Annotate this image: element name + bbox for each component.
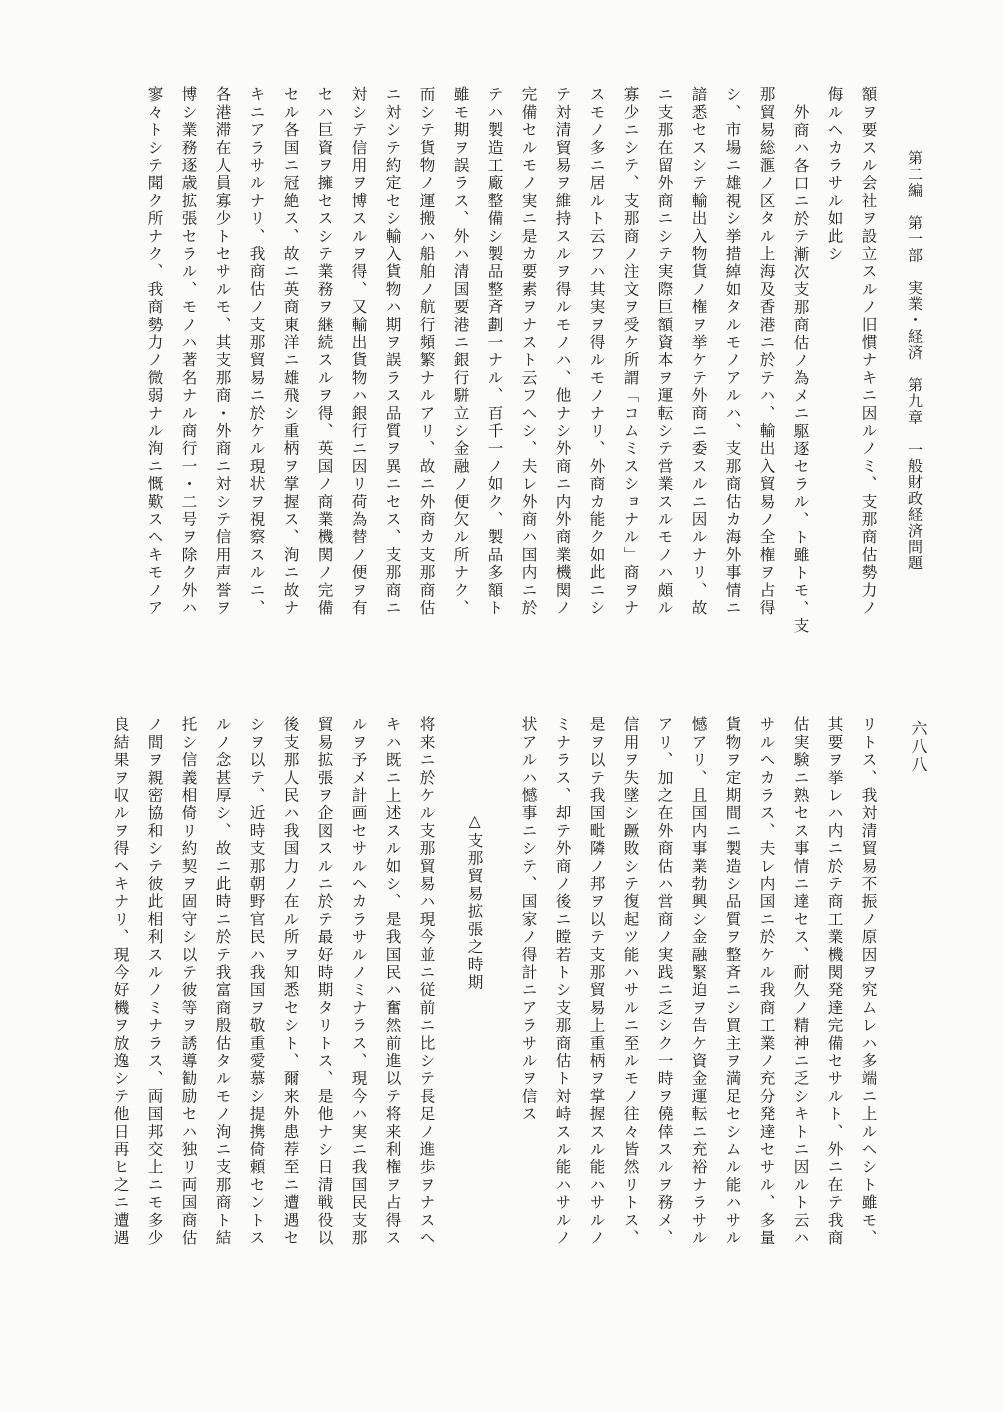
text-line: ニ支那在留外商ニシテ実際巨額資本ヲ運転シテ営業スルモノハ頗ル: [655, 86, 674, 617]
text-line: 托シ信義相倚リ約契ヲ固守シ以テ彼等ヲ誘導勧励セハ独リ両国商估: [179, 716, 198, 1247]
text-line: サルヘカラス、夫レ内国ニ於ケル我商工業ノ充分発達セサル、多量: [757, 716, 776, 1247]
text-line: 估実験ニ熟セス事情ニ達セス、耐久ノ精神ニ乏シキトニ因ルト云ハ: [791, 716, 810, 1247]
text-line: キハ既ニ上述スル如シ、是我国民ハ奮然前進以テ将来利権ヲ占得ス: [383, 716, 402, 1247]
running-title: 第二編 第一部 実業・経済 第九章 一般財政経済問題: [906, 150, 924, 572]
text-line: 後支那人民ハ我国力ノ在ル所ヲ知悉セシト、爾来外患荐至ニ遭遇セ: [281, 716, 300, 1247]
text-line: 状アルハ憾事ニシテ、国家ノ得計ニアラサルヲ信ス: [519, 716, 538, 1124]
section-subheading: △支那貿易拡張之時期: [465, 812, 484, 992]
text-line: 将来ニ於ケル支那貿易ハ現今並ニ従前ニ比シテ長足ノ進歩ヲナスヘ: [417, 716, 436, 1247]
text-line: 各港滞在人員寡少トセサルモ、其支那商・外商ニ対シテ信用声誉ヲ: [213, 86, 232, 617]
text-line: アリ、加之在外商估ハ営商ノ実践ニ乏シク一時ヲ僥倖スルヲ務メ、: [655, 716, 674, 1247]
text-line: 雖モ期ヲ誤ラス、外ハ清国要港ニ銀行駢立シ金融ノ便欠ル所ナク、: [451, 86, 470, 617]
page-number: 六八八: [909, 720, 928, 774]
text-line: テ対清貿易ヲ維持スルヲ得ルモノハ、他ナシ外商ニ内外商業機関ノ: [553, 86, 572, 617]
text-line: 是ヲ以テ我国毗隣ノ邦ヲ以テ支那貿易上重柄ヲ掌握スル能ハサルノ: [587, 716, 606, 1247]
text-line: 憾アリ、且国内事業勃興シ金融緊迫ヲ告ケ資金運転ニ充裕ナラサル: [689, 716, 708, 1247]
text-line: セハ巨資ヲ擁セスシテ業務ヲ継続スルヲ得、英国ノ商業機関ノ完備: [315, 86, 334, 617]
text-line: 良結果ヲ収ルヲ得ヘキナリ、現今好機ヲ放逸シテ他日再ヒ之ニ遭遇: [111, 716, 130, 1247]
text-line: 額ヲ要スル会社ヲ設立スルノ旧慣ナキニ因ルノミ、支那商估勢力ノ: [859, 86, 878, 617]
text-line: 其要ヲ挙レハ内ニ於テ商工業機関発達完備セサルト、外ニ在テ我商: [825, 716, 844, 1247]
text-line: 完備セルモノ実ニ是カ要素ヲナスト云フヘシ、夫レ外商ハ国内ニ於: [519, 86, 538, 617]
text-line: セル各国ニ冠絶ス、故ニ英商東洋ニ雄飛シ重柄ヲ掌握ス、洵ニ故ナ: [281, 86, 300, 617]
text-line: スモノ多ニ居ルト云フハ其実ヲ得ルモノナリ、外商カ能ク如此ニシ: [587, 86, 606, 617]
text-line: 那貿易総滙ノ区タル上海及香港ニ於テハ、輸出入貿易ノ全権ヲ占得: [757, 86, 776, 617]
text-line: テハ製造工廠整備シ製品整斉劃一ナル、百千一ノ如ク、製品多額ト: [485, 86, 504, 617]
text-line: 諳悉セスシテ輸出入物貨ノ権ヲ挙ケテ外商ニ委スルニ因ルナリ、故: [689, 86, 708, 617]
text-line: ミナラス、却テ外商ノ後ニ瞠若トシ支那商估ト対峙スル能ハサルノ: [553, 716, 572, 1247]
text-line: シヲ以テ、近時支那朝野官民ハ我国ヲ敬重愛慕シ提携倚頼セントス: [247, 716, 266, 1247]
text-line: 信用ヲ失墜シ蹶敗シテ復起ツ能ハサルニ至ルモノ往々皆然リトス、: [621, 716, 640, 1247]
text-line: リトス、我対清貿易不振ノ原因ヲ究ムレハ多端ニ上ルヘシト雖モ、: [859, 716, 878, 1247]
text-line: キニアラサルナリ、我商估ノ支那貿易ニ於ケル現状ヲ視察スルニ、: [247, 86, 266, 617]
text-line: 博シ業務逐歳拡張セラル、モノハ著名ナル商行一・二号ヲ除ク外ハ: [179, 86, 198, 617]
text-line: ルノ念甚厚シ、故ニ此時ニ於テ我富商殷估タルモノ洵ニ支那商ト結: [213, 716, 232, 1247]
text-line: 寡少ニシテ、支那商ノ注文ヲ受ケ所謂「コムミスショナル」商ヲナ: [621, 86, 640, 617]
text-line: ノ間ヲ親密協和シテ彼此相利スルノミナラス、両国邦交上ニモ多少: [145, 716, 164, 1247]
text-line: 貨物ヲ定期間ニ製造シ品質ヲ整斉ニシ買主ヲ満足セシムル能ハサル: [723, 716, 742, 1247]
text-line: ルヲ予メ計画セサルヘカラサルノミナラス、現今ハ実ニ我国民支那: [349, 716, 368, 1247]
text-line: 貿易拡張ヲ企図スルニ於テ最好時期タリトス、是他ナシ日清戦役以: [315, 716, 334, 1247]
text-line: 侮ルヘカラサル如此シ: [825, 86, 844, 263]
text-line: ニ対シテ約定セシ輸入貨物ハ期ヲ誤ラス品質ヲ異ニセス、支那商ニ: [383, 86, 402, 617]
text-line: 対シテ信用ヲ博スルヲ得、又輸出貨物ハ銀行ニ因リ荷為替ノ便ヲ有: [349, 86, 368, 617]
text-line: 寥々トシテ聞ク所ナク、我商勢力ノ微弱ナル洵ニ慨歎スヘキモノア: [145, 86, 164, 617]
text-line: 而シテ貨物ノ運搬ハ船舶ノ航行頻繁ナルアリ、故ニ外商カ支那商估: [417, 86, 436, 617]
text-line: 外商ハ各口ニ於テ漸次支那商估ノ為メニ駆逐セラル、ト雖トモ、支: [791, 104, 810, 635]
text-line: シ、市場ニ雄視シ挙措綽如タルモノアルハ、支那商估カ海外事情ニ: [723, 86, 742, 617]
